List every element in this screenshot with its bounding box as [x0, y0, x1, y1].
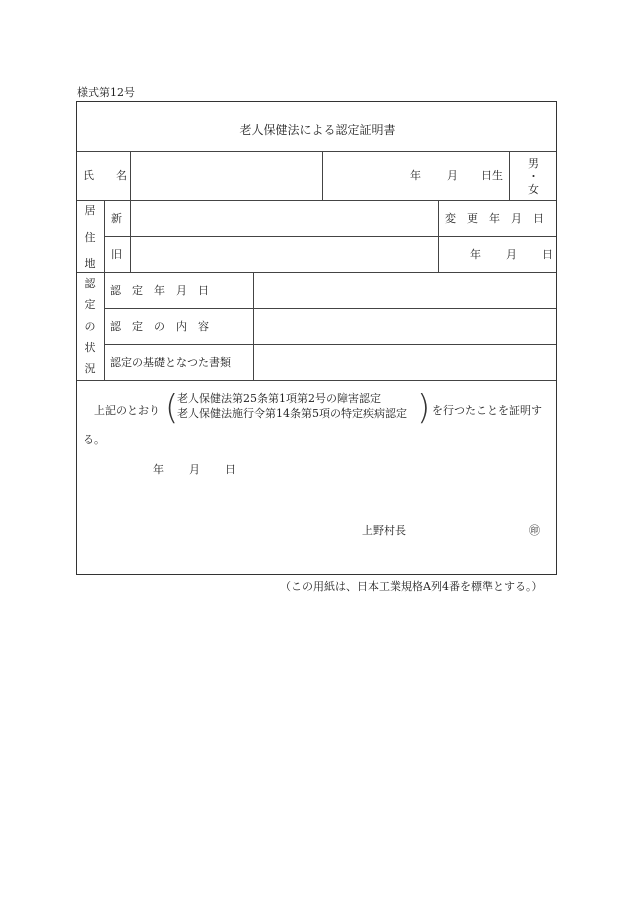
- divider-residence-label: [130, 200, 131, 272]
- statement-option-1: 老人保健法第25条第1項第2号の障害認定: [177, 392, 381, 405]
- divider-residence-date: [438, 200, 439, 272]
- divider-status-2: [104, 344, 556, 345]
- birth-day-label: 日生: [481, 169, 503, 182]
- name-label: 氏 名: [83, 169, 127, 182]
- certification-basis-label: 認定の基礎となつた書類: [110, 356, 231, 369]
- sex-male-label: 男: [528, 157, 539, 170]
- statement-suffix-line2: る。: [83, 433, 105, 446]
- left-brace: (: [165, 388, 179, 428]
- statement-option-2: 老人保健法施行令第14条第5項の特定疾病認定: [177, 407, 407, 420]
- form-number: 様式第12号: [77, 86, 135, 99]
- sex-female-label: 女: [528, 183, 539, 196]
- statement-prefix: 上記のとおり: [94, 404, 160, 417]
- residence-label: 居 住 地: [84, 204, 96, 270]
- divider-status-label: [253, 272, 254, 380]
- right-brace: ): [417, 388, 431, 428]
- seal-mark: ㊞: [529, 524, 540, 537]
- footer-note: （この用紙は、日本工業規格A列4番を標準とする。）: [280, 580, 543, 593]
- divider-name: [77, 200, 556, 201]
- form-title: 老人保健法による認定証明書: [239, 123, 396, 137]
- change-year-label: 年: [470, 248, 481, 261]
- certification-date-label: 認 定 年 月 日: [110, 284, 209, 297]
- sex-separator: ・: [528, 170, 539, 183]
- change-date-label: 変 更 年 月 日: [445, 212, 544, 225]
- birth-month-label: 月: [447, 169, 458, 182]
- certification-status-label: 認 定 の 状 況: [84, 277, 96, 375]
- divider-status-end: [77, 380, 556, 381]
- certification-content-label: 認 定 の 内 容: [110, 320, 209, 333]
- residence-new-label: 新: [111, 212, 122, 225]
- change-day-label: 日: [542, 248, 553, 261]
- divider-name-date: [322, 151, 323, 200]
- issue-month-label: 月: [189, 463, 200, 476]
- issue-year-label: 年: [153, 463, 164, 476]
- statement-suffix-line1: を行つたことを証明す: [432, 404, 542, 417]
- change-month-label: 月: [506, 248, 517, 261]
- divider-residence: [104, 236, 556, 237]
- divider-group-label: [104, 200, 105, 380]
- divider-title: [77, 151, 556, 152]
- certificate-form: [76, 101, 557, 575]
- divider-residence-end: [77, 272, 556, 273]
- issue-day-label: 日: [225, 463, 236, 476]
- divider-name-label: [130, 151, 131, 200]
- issuer-title: 上野村長: [362, 524, 406, 537]
- residence-old-label: 旧: [111, 248, 122, 261]
- birth-year-label: 年: [410, 169, 421, 182]
- divider-sex: [509, 151, 510, 200]
- divider-status-1: [104, 308, 556, 309]
